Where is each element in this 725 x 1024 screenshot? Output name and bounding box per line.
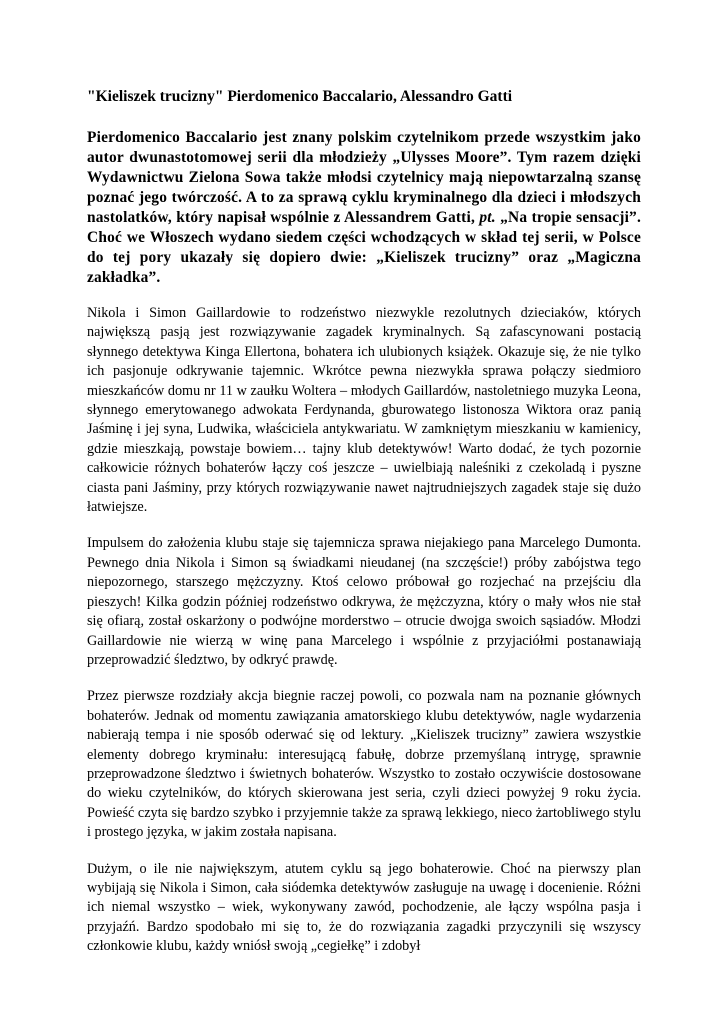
article-title: "Kieliszek trucizny" Pierdomenico Baccalario, Alessandro Gatti bbox=[87, 88, 513, 105]
lead-paragraph bbox=[87, 128, 641, 288]
body-paragraph-4: Dużym, o ile nie największym, atutem cyklu są jego bohaterowie. Choć na pierwszy plan wybijają się Nikola i Simon, cała siódemka detektywów zasługuje na uwagę i docenienie. Różni ich niemal wszystko – wiek, wykonywany zawód, pochodzenie, ale łączy wspólna pasja i przyjaźń. Bardzo spodobało mi się to, że do rozwiązania zagadki przyczynili się wszyscy członkowie klubu, każdy wniósł swoją „cegiełkę” i zdobył bbox=[87, 860, 641, 955]
body-paragraph-2: Impulsem do założenia klubu staje się tajemnicza sprawa niejakiego pana Marcelego Dumonta. Pewnego dnia Nikola i Simon są świadkami nieudanej (na szczęście!) próby zabójstwa tego niepozornego, starszego mężczyzny. Ktoś celowo próbował go rozjechać na przejściu dla pieszych! Kilka godzin później rodzeństwo odkrywa, że mężczyzna, który o mały włos nie stał się ofiarą, został oskarżony o podwójne morderstwo – otrucie dwojga swoich sąsiadów. Młodzi Gaillardowie nie wierzą w winę pana Marcelego i wspólnie z przyjaciółmi postanawiają przeprowadzić śledztwo, by odkryć prawdę. bbox=[87, 535, 641, 668]
document-page bbox=[87, 87, 641, 974]
lead-text-before: Pierdomenico Baccalario jest znany polskim czytelnikom przede wszystkim jako autor dwunastotomowej serii dla młodzieży „Ulysses Moore”. Tym razem dzięki Wydawnictwu Zielona Sowa także młodsi czytelnicy mają niepowtarzalną szansę poznać jego twórczość. A to za sprawą cyklu kryminalnego dla dzieci i młodszych nastolatków, który napisał wspólnie z Alessandrem Gatti, bbox=[87, 129, 641, 226]
lead-text-after: „Na tropie sensacji”. Choć we Włoszech wydano siedem części wchodzących w skład tej serii, w Polsce do tej pory ukazały się dopiero dwie: „Kieliszek trucizny” oraz „Magiczna zakładka”. bbox=[87, 209, 641, 286]
body-paragraph-1: Nikola i Simon Gaillardowie to rodzeństwo niezwykle rezolutnych dzieciaków, których największą pasją jest rozwiązywanie zagadek kryminalnych. Są zafascynowani postacią słynnego detektywa Kinga Ellertona, bohatera ich ulubionych książek. Okazuje się, że nie tylko ich pasjonuje odkrywanie tajemnic. Wkrótce pewna niezwykła sprawa połączy siedmioro mieszkańców domu nr 11 w zaułku Woltera – młodych Gaillardów, nastoletniego muzyka Leona, słynnego emerytowanego adwokata Ferdynanda, gburowatego listonosza Wiktora oraz panią Jaśminę i jej syna, Ludwika, właściciela antykwariatu. W zamkniętym mieszkaniu w kamienicy, gdzie mieszkają, powstaje bowiem… tajny klub detektywów! Warto dodać, że tych pozornie całkowicie różnych bohaterów łączy coś jeszcze – uwielbiają naleśniki z czekoladą i pyszne ciasta pani Jaśminy, przy których rozwiązywanie nawet najtrudniejszych zagadek staje się dużo łatwiejsze. bbox=[87, 305, 641, 516]
body-paragraph-3: Przez pierwsze rozdziały akcja biegnie raczej powoli, co pozwala nam na poznanie głównych bohaterów. Jednak od momentu zawiązania amatorskiego klubu detektywów, nagle wydarzenia nabierają tempa i nie sposób oderwać się od lektury. „Kieliszek trucizny” zawiera wszystkie elementy dobrego kryminału: interesującą fabułę, dobrze przemyślaną intrygę, sprawnie przeprowadzone śledztwo i świetnych bohaterów. Wszystko to zostało oczywiście dostosowane do wieku czytelników, do których skierowana jest seria, czyli dzieci powyżej 9 roku życia. Powieść czyta się bardzo szybko i przyjemnie także za sprawą lekkiego, nieco żartobliwego stylu i prostego języka, w jakim została napisana. bbox=[87, 688, 641, 841]
lead-italic-abbrev: pt. bbox=[479, 209, 496, 226]
